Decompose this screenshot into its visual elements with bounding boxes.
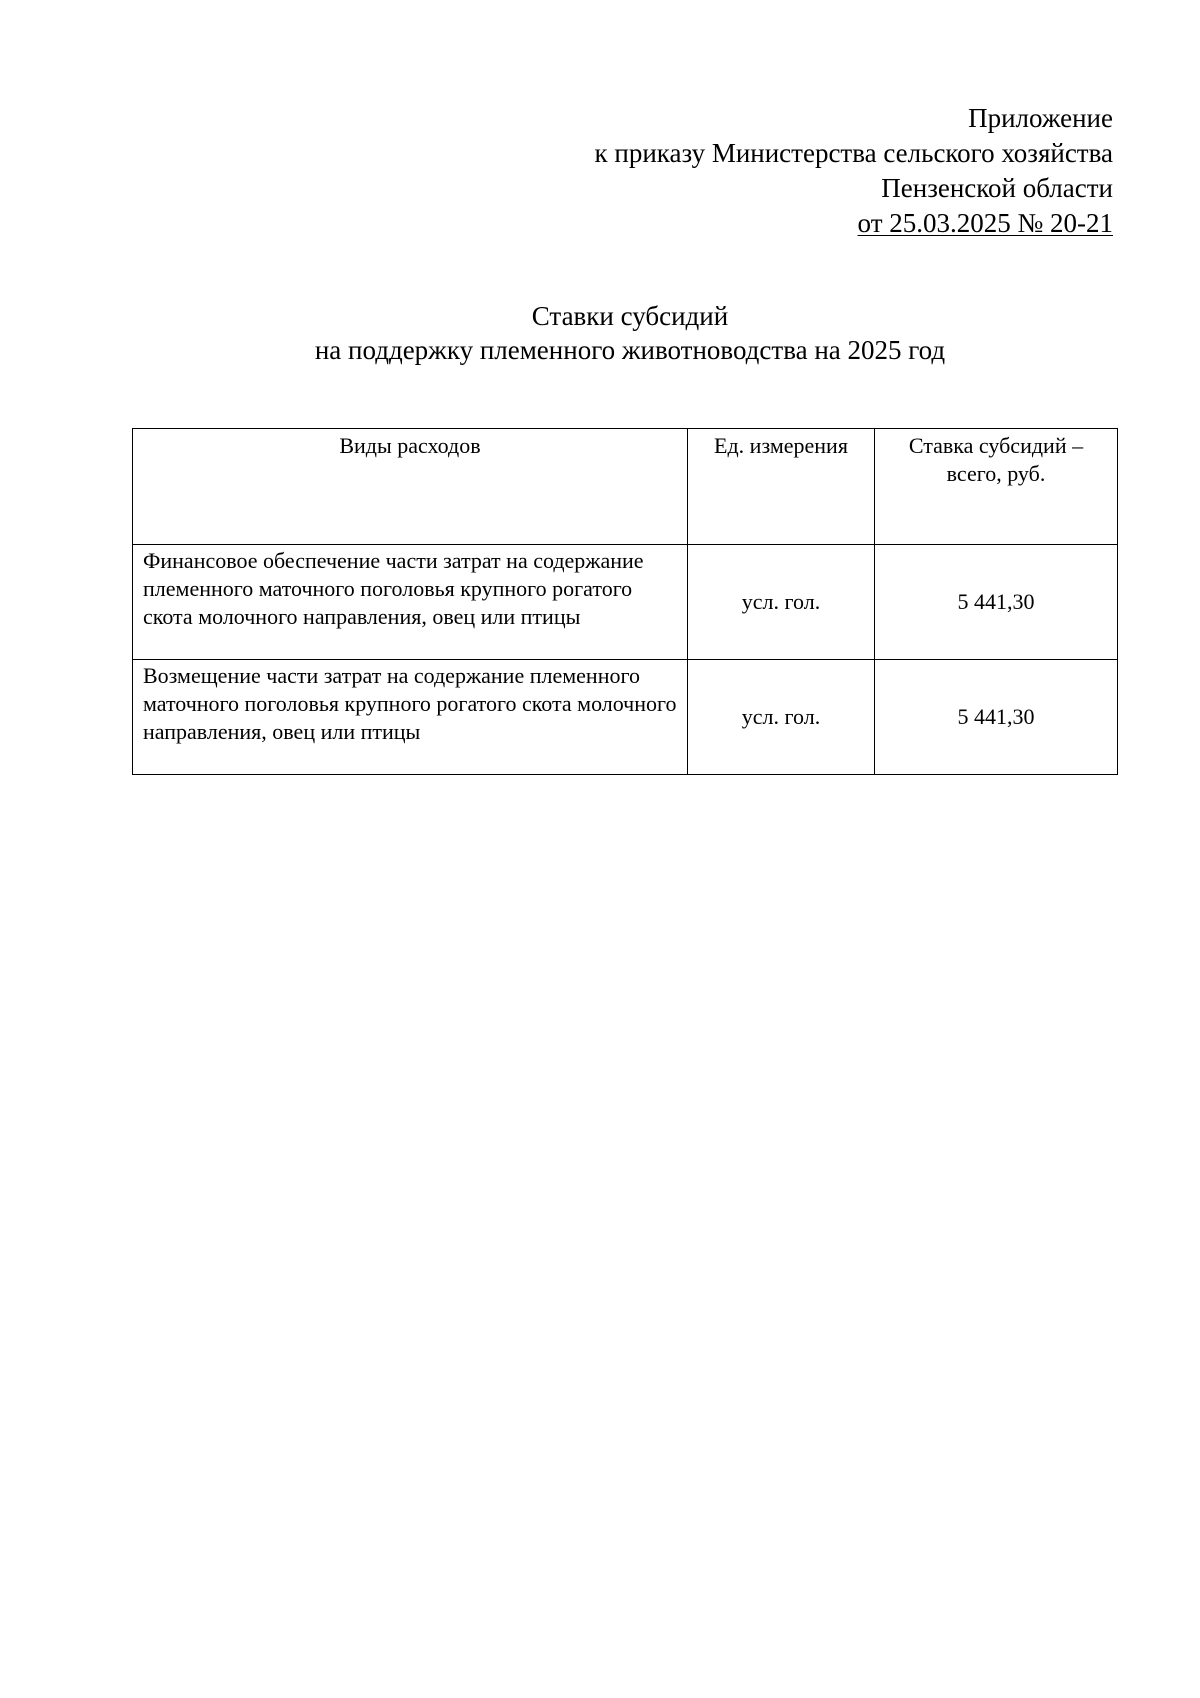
- table-row: [133, 660, 1118, 775]
- subsidy-rates-table: [132, 428, 1118, 775]
- appendix-date-number: от 25.03.2025 № 20-21: [857, 208, 1113, 238]
- table-header: [133, 429, 1118, 545]
- header-rate: Ставка субсидий – всего, руб.: [875, 429, 1118, 545]
- row-rate: 5 441,30: [875, 545, 1118, 660]
- row-description: Финансовое обеспечение части затрат на содержание племенного маточного поголовья крупного рогатого скота молочного направления, овец или птицы: [133, 545, 688, 660]
- table-header-row: [133, 429, 1118, 545]
- header-unit: Ед. измерения: [688, 429, 875, 545]
- title-line-2: на поддержку племенного животноводства на 2025 год: [314, 335, 946, 365]
- table-body: [133, 545, 1118, 775]
- document-title: [0, 299, 1200, 367]
- header-expense-types: Виды расходов: [133, 429, 688, 545]
- appendix-label: Приложение: [968, 103, 1113, 133]
- appendix-region: Пензенской области: [881, 173, 1113, 203]
- row-unit: усл. гол.: [688, 660, 875, 775]
- row-description: Возмещение части затрат на содержание племенного маточного поголовья крупного рогатого скота молочного направления, овец или птицы: [133, 660, 688, 775]
- title-line-1: Ставки субсидий: [531, 301, 729, 331]
- row-rate: 5 441,30: [875, 660, 1118, 775]
- appendix-order-reference: к приказу Министерства сельского хозяйства: [594, 138, 1113, 168]
- row-unit: усл. гол.: [688, 545, 875, 660]
- table-row: [133, 545, 1118, 660]
- appendix-block: [595, 101, 1113, 241]
